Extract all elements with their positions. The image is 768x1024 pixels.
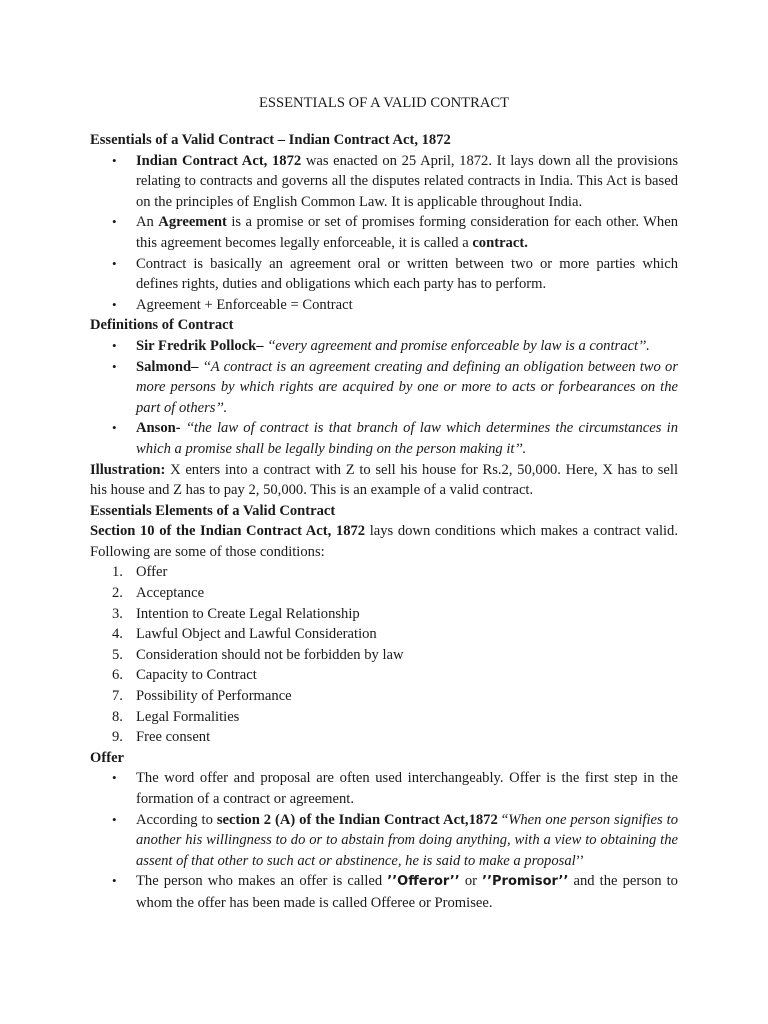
bold-term: Agreement xyxy=(158,214,227,231)
list-item xyxy=(90,686,678,707)
bold-term: Indian Contract Act, 1872 xyxy=(136,152,302,169)
item-number: 3. xyxy=(112,605,123,622)
section-heading-offer: Offer xyxy=(90,749,125,766)
list-item xyxy=(90,151,678,213)
item-number: 6. xyxy=(112,667,123,684)
definitions-list xyxy=(90,336,678,460)
bold-term: section 2 (A) of the Indian Contract Act,1872 xyxy=(216,811,498,828)
list-item xyxy=(90,645,678,666)
item-number: 2. xyxy=(112,585,123,602)
item-text: or xyxy=(459,873,483,890)
item-number: 8. xyxy=(112,708,123,725)
item-text: According to xyxy=(136,811,217,828)
conditions-list xyxy=(90,562,678,747)
item-text: Capacity to Contract xyxy=(136,667,257,684)
bold-term: ’’Offeror’’ xyxy=(387,874,460,890)
list-item xyxy=(90,810,678,872)
list-item xyxy=(90,336,678,357)
list-item xyxy=(90,583,678,604)
item-text: Acceptance xyxy=(136,585,205,602)
definition-quote: ‘‘every agreement and promise enforceable by law is a contract’’. xyxy=(263,337,650,354)
item-text: Contract is basically an agreement oral or written between two or more parties which defines rights, duties and obligations which each party has to perform. xyxy=(136,255,678,293)
item-text: The word offer and proposal are often used interchangeably. Offer is the first step in the formation of a contract or agreement. xyxy=(136,770,678,807)
bold-term: Section 10 of the Indian Contract Act, 1872 xyxy=(90,523,366,540)
item-text: Possibility of Performance xyxy=(136,688,292,705)
bold-term: ’’Promisor’’ xyxy=(482,874,569,890)
elements-intro xyxy=(90,521,678,562)
list-item xyxy=(90,562,678,583)
list-item xyxy=(90,707,678,728)
item-number: 1. xyxy=(112,564,123,581)
item-text: Consideration should not be forbidden by law xyxy=(136,646,404,663)
essentials-list xyxy=(90,151,678,316)
list-item xyxy=(90,212,678,253)
item-text: Agreement + Enforceable = Contract xyxy=(136,296,353,313)
illustration-label: Illustration: xyxy=(90,461,166,478)
list-item xyxy=(90,357,678,419)
item-number: 5. xyxy=(112,646,123,663)
item-text: and the person to whom the offer has been made is called Offeree or Promisee. xyxy=(136,873,678,911)
section-heading-definitions: Definitions of Contract xyxy=(90,317,234,334)
list-item xyxy=(90,418,678,459)
section-heading-essentials: Essentials of a Valid Contract – Indian Contract Act, 1872 xyxy=(90,132,451,148)
item-number: 9. xyxy=(112,729,123,746)
list-item xyxy=(90,624,678,645)
bold-term: contract. xyxy=(472,234,528,251)
list-item xyxy=(90,768,678,809)
list-item xyxy=(90,665,678,686)
definition-quote: ‘‘A contract is an agreement creating and defining an obligation between two or more persons by which rights are acquired by one or more to acts or forbearances on the part of others’’. xyxy=(136,358,678,416)
list-item xyxy=(90,295,678,316)
illustration-text: X enters into a contract with Z to sell his house for Rs.2, 50,000. Here, X has to sell his house and Z has to pay 2, 50,000. This is an example of a valid contract. xyxy=(90,461,678,499)
list-item xyxy=(90,871,678,913)
item-text: An xyxy=(136,214,159,231)
item-text: Free consent xyxy=(136,729,211,746)
item-text: Intention to Create Legal Relationship xyxy=(136,605,360,622)
item-text: was enacted on 25 April, 1872. It lays down all the provisions relating to contracts and governs all the disputes related contracts in India. This Act is based on the principles of English Common Law. It is applicable throughout India. xyxy=(136,152,678,210)
list-item xyxy=(90,604,678,625)
author-name: Anson- xyxy=(136,420,181,437)
item-text: is a promise or set of promises forming consideration for each other. When this agreement becomes legally enforceable, it is called a xyxy=(136,214,678,251)
section-heading-elements: Essentials Elements of a Valid Contract xyxy=(90,502,336,519)
page-title: ESSENTIALS OF A VALID CONTRACT xyxy=(258,95,510,111)
quote-mark: ’’ xyxy=(575,852,585,869)
list-item xyxy=(90,727,678,748)
item-number: 7. xyxy=(112,688,123,705)
item-text: The person who makes an offer is called xyxy=(136,873,388,890)
item-text: lays down conditions which makes a contract valid. Following are some of those conditions: xyxy=(90,523,678,560)
item-text: Offer xyxy=(136,564,168,581)
definition-quote: ‘‘the law of contract is that branch of law which determines the circumstances in which a promise shall be legally binding on the person making it’’. xyxy=(136,420,678,457)
illustration-paragraph xyxy=(90,460,678,501)
item-text: Lawful Object and Lawful Consideration xyxy=(136,626,377,643)
item-number: 4. xyxy=(112,626,123,643)
definition-quote: When one person signifies to another his willingness to do or to abstain from doing anything, with a view to obtaining the assent of that other to such act or abstinence, he is said to make a proposal xyxy=(136,811,678,869)
author-name: Salmond– xyxy=(136,358,199,375)
offer-list xyxy=(90,768,678,913)
list-item xyxy=(90,254,678,295)
item-text: Legal Formalities xyxy=(136,708,240,725)
quote-mark: “ xyxy=(497,811,509,828)
author-name: Sir Fredrik Pollock– xyxy=(136,337,264,354)
